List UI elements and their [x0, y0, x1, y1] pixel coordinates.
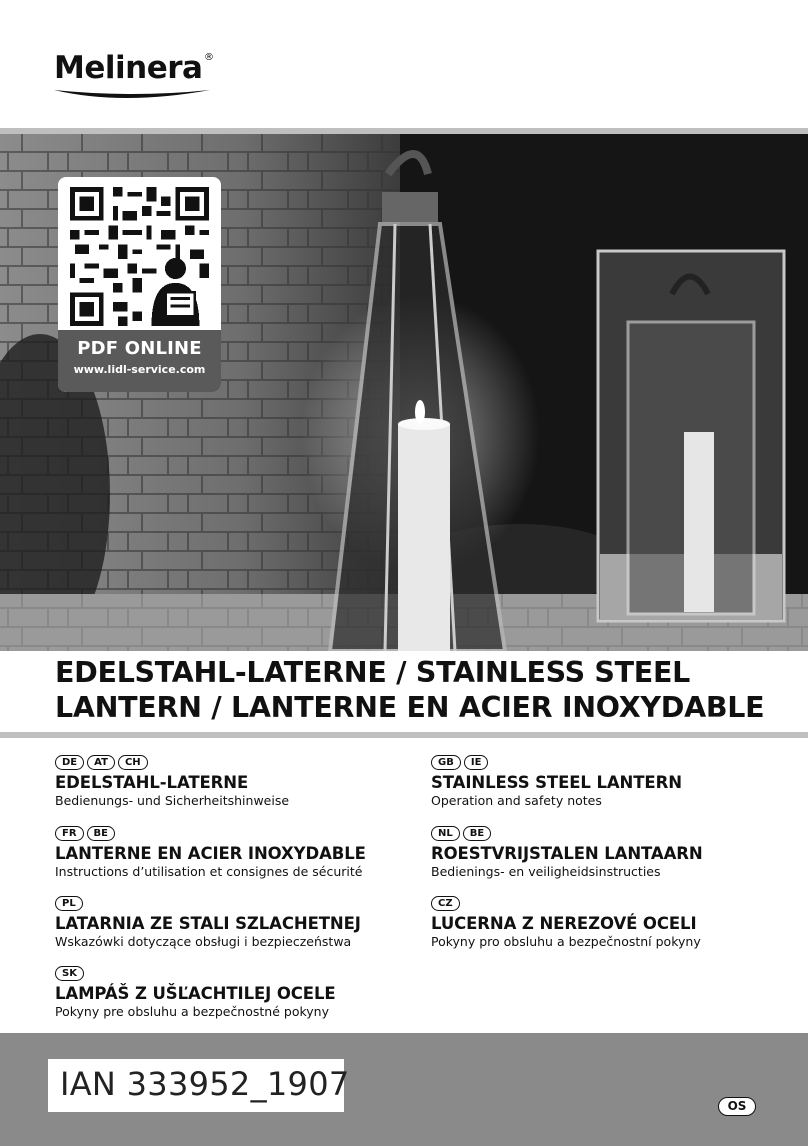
- lang-title: LAMPÁŠ Z UŠĽACHTILEJ OCELE: [55, 984, 336, 1003]
- lang-title: LATARNIA ZE STALI SZLACHETNEJ: [55, 914, 361, 933]
- country-badges: [55, 755, 425, 771]
- lang-block-de: [55, 755, 425, 808]
- country-badge: NL: [431, 826, 460, 841]
- lang-title: LANTERNE EN ACIER INOXYDABLE: [55, 844, 366, 863]
- ian-box: [48, 1059, 350, 1112]
- lang-block-gb: [431, 755, 801, 808]
- country-badge: AT: [87, 755, 115, 770]
- lang-title: EDELSTAHL-LATERNE: [55, 773, 249, 792]
- country-badges: [431, 826, 801, 842]
- lang-block-nl: [431, 826, 801, 879]
- qr-code-icon[interactable]: [70, 187, 209, 326]
- logo-swoosh-icon: [52, 86, 212, 104]
- country-badge: GB: [431, 755, 461, 770]
- middle-divider: [0, 732, 808, 738]
- qr-code-badge[interactable]: [58, 177, 221, 392]
- qr-url[interactable]: www.lidl-service.com: [73, 363, 206, 376]
- lang-block-sk: [55, 966, 425, 1019]
- brand-logo: [52, 50, 222, 105]
- os-badge: OS: [718, 1097, 756, 1116]
- lang-subtitle: Pokyny pre obsluhu a bezpečnostné pokyny: [55, 1004, 329, 1019]
- registered-mark: ®: [204, 52, 214, 63]
- lang-subtitle: Bedienings- en veiligheidsinstructies: [431, 864, 661, 879]
- country-badge: BE: [87, 826, 115, 841]
- country-badges: [55, 826, 425, 842]
- lang-subtitle: Pokyny pro obsluhu a bezpečnostní pokyny: [431, 934, 701, 949]
- country-badges: [431, 896, 801, 912]
- lang-block-pl: [55, 896, 425, 949]
- lang-subtitle: Instructions d’utilisation et consignes de sécurité: [55, 864, 363, 879]
- lang-subtitle: Bedienungs- und Sicherheitshinweise: [55, 793, 290, 808]
- ian-number: IAN 333952_1907: [60, 1065, 350, 1103]
- country-badge: BE: [463, 826, 491, 841]
- lang-title: ROESTVRIJSTALEN LANTAARN: [431, 844, 703, 863]
- country-badge: CZ: [431, 896, 460, 911]
- country-badge: IE: [464, 755, 489, 770]
- qr-label-band: [58, 330, 221, 392]
- country-badges: [431, 755, 801, 771]
- page-title-line-1: EDELSTAHL-LATERNE / STAINLESS STEEL: [55, 656, 690, 689]
- lang-title: LUCERNA Z NEREZOVÉ OCELI: [431, 914, 697, 933]
- lang-block-fr: [55, 826, 425, 879]
- lang-subtitle: Operation and safety notes: [431, 793, 602, 808]
- country-badge: PL: [55, 896, 83, 911]
- lang-title: STAINLESS STEEL LANTERN: [431, 773, 682, 792]
- qr-title: PDF ONLINE: [77, 338, 202, 359]
- lang-subtitle: Wskazówki dotyczące obsługi i bezpieczeństwa: [55, 934, 352, 949]
- lang-block-cz: [431, 896, 801, 949]
- page-title-line-2: LANTERN / LANTERNE EN ACIER INOXYDABLE: [55, 691, 765, 724]
- country-badge: DE: [55, 755, 84, 770]
- country-badges: [55, 896, 425, 912]
- brand-name: Melinera: [54, 50, 203, 86]
- country-badge: SK: [55, 966, 84, 981]
- country-badges: [55, 966, 425, 982]
- country-badge: CH: [118, 755, 148, 770]
- country-badge: FR: [55, 826, 84, 841]
